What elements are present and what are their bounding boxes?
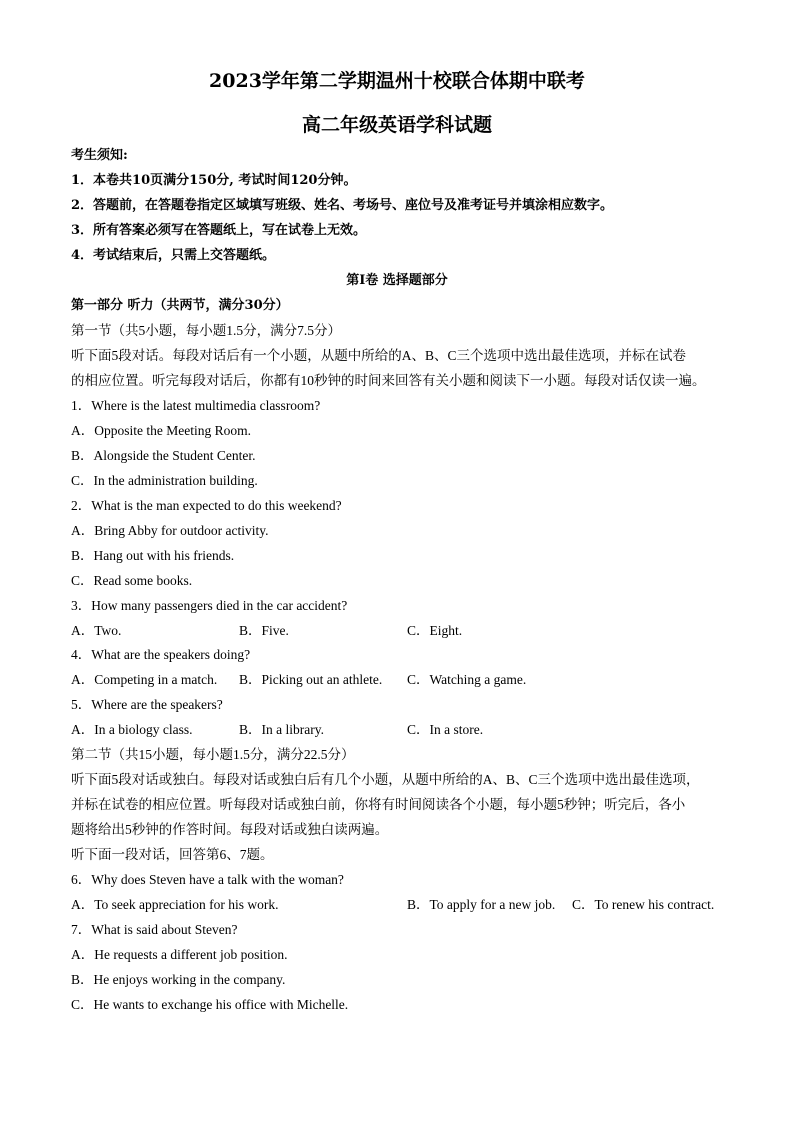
question-option: A．He requests a different job position. (71, 947, 288, 962)
question-option: A．To seek appreciation for his work. (71, 897, 279, 912)
question-option: C．He wants to exchange his office with Michelle. (71, 997, 349, 1012)
question-stem: 3．How many passengers died in the car accident? (71, 598, 348, 613)
notice-heading: 考生须知: (71, 148, 128, 163)
question-stem: 4．What are the speakers doing? (71, 647, 251, 662)
group-intro: 听下面一段对话，回答第6、7题。 (71, 847, 274, 862)
question-option: C．To renew his contract. (572, 897, 715, 912)
question-stem: 7．What is said about Steven? (71, 922, 238, 937)
question-option: A．Bring Abby for outdoor activity. (71, 523, 269, 538)
options-row (71, 720, 731, 740)
question-stem: 1．Where is the latest multimedia classroom? (71, 398, 321, 413)
question-option: C．In a store. (407, 722, 484, 737)
question-option: B．To apply for a new job. (407, 897, 556, 912)
question-option: B．He enjoys working in the company. (71, 972, 286, 987)
exam-subtitle: 高二年级英语学科试题 (301, 114, 492, 136)
question-stem: 5．Where are the speakers? (71, 697, 223, 712)
part-title: 第一部分 听力（共两节，满分30分） (71, 298, 289, 313)
options-row (71, 895, 731, 915)
volume-title: 第Ⅰ卷 选择题部分 (346, 273, 448, 288)
notice-item: 3．所有答案必须写在答题纸上，写在试卷上无效。 (71, 223, 367, 238)
section-instructions: 题将给出5秒钟的作答时间。每段对话或独白读两遍。 (71, 822, 389, 837)
section-title: 第一节（共5小题，每小题1.5分，满分7.5分） (71, 323, 341, 338)
question-option: B．In a library. (239, 722, 324, 737)
question-option: C．In the administration building. (71, 473, 258, 488)
question-option: B．Hang out with his friends. (71, 548, 235, 563)
section-title: 第二节（共15小题，每小题1.5分，满分22.5分） (71, 747, 355, 762)
question-option: B．Five. (239, 623, 289, 638)
exam-title: 2023学年第二学期温州十校联合体期中联考 (209, 70, 585, 92)
notice-item: 2．答题前，在答题卷指定区域填写班级、姓名、考场号、座位号及准考证号并填涂相应数字。 (71, 198, 614, 213)
options-row (71, 621, 731, 641)
question-option: A．Competing in a match. (71, 672, 218, 687)
question-option: B．Picking out an athlete. (239, 672, 383, 687)
notice-item: 4．考试结束后，只需上交答题纸。 (71, 248, 276, 263)
question-option: C．Read some books. (71, 573, 193, 588)
question-option: A．Two. (71, 623, 122, 638)
notice-item: 1．本卷共10页满分150分, 考试时间120分钟。 (71, 173, 357, 188)
question-option: A．Opposite the Meeting Room. (71, 423, 251, 438)
section-instructions: 听下面5段对话。每段对话后有一个小题，从题中所给的A、B、C三个选项中选出最佳选项，并标在试卷 (71, 348, 687, 363)
question-option: C．Eight. (407, 623, 463, 638)
section-instructions: 听下面5段对话或独白。每段对话或独白后有几个小题，从题中所给的A、B、C三个选项中选出最佳选项， (71, 772, 700, 787)
question-option: A．In a biology class. (71, 722, 193, 737)
question-stem: 6．Why does Steven have a talk with the woman? (71, 872, 344, 887)
question-option: C．Watching a game. (407, 672, 527, 687)
question-stem: 2．What is the man expected to do this weekend? (71, 498, 342, 513)
options-row (71, 670, 731, 690)
section-instructions: 并标在试卷的相应位置。听每段对话或独白前，你将有时间阅读各个小题，每小题5秒钟；听完后，各小 (71, 797, 686, 812)
question-option: B．Alongside the Student Center. (71, 448, 256, 463)
section-instructions: 的相应位置。听完每段对话后，你都有10秒钟的时间来回答有关小题和阅读下一小题。每段对话仅读一遍。 (71, 373, 706, 388)
